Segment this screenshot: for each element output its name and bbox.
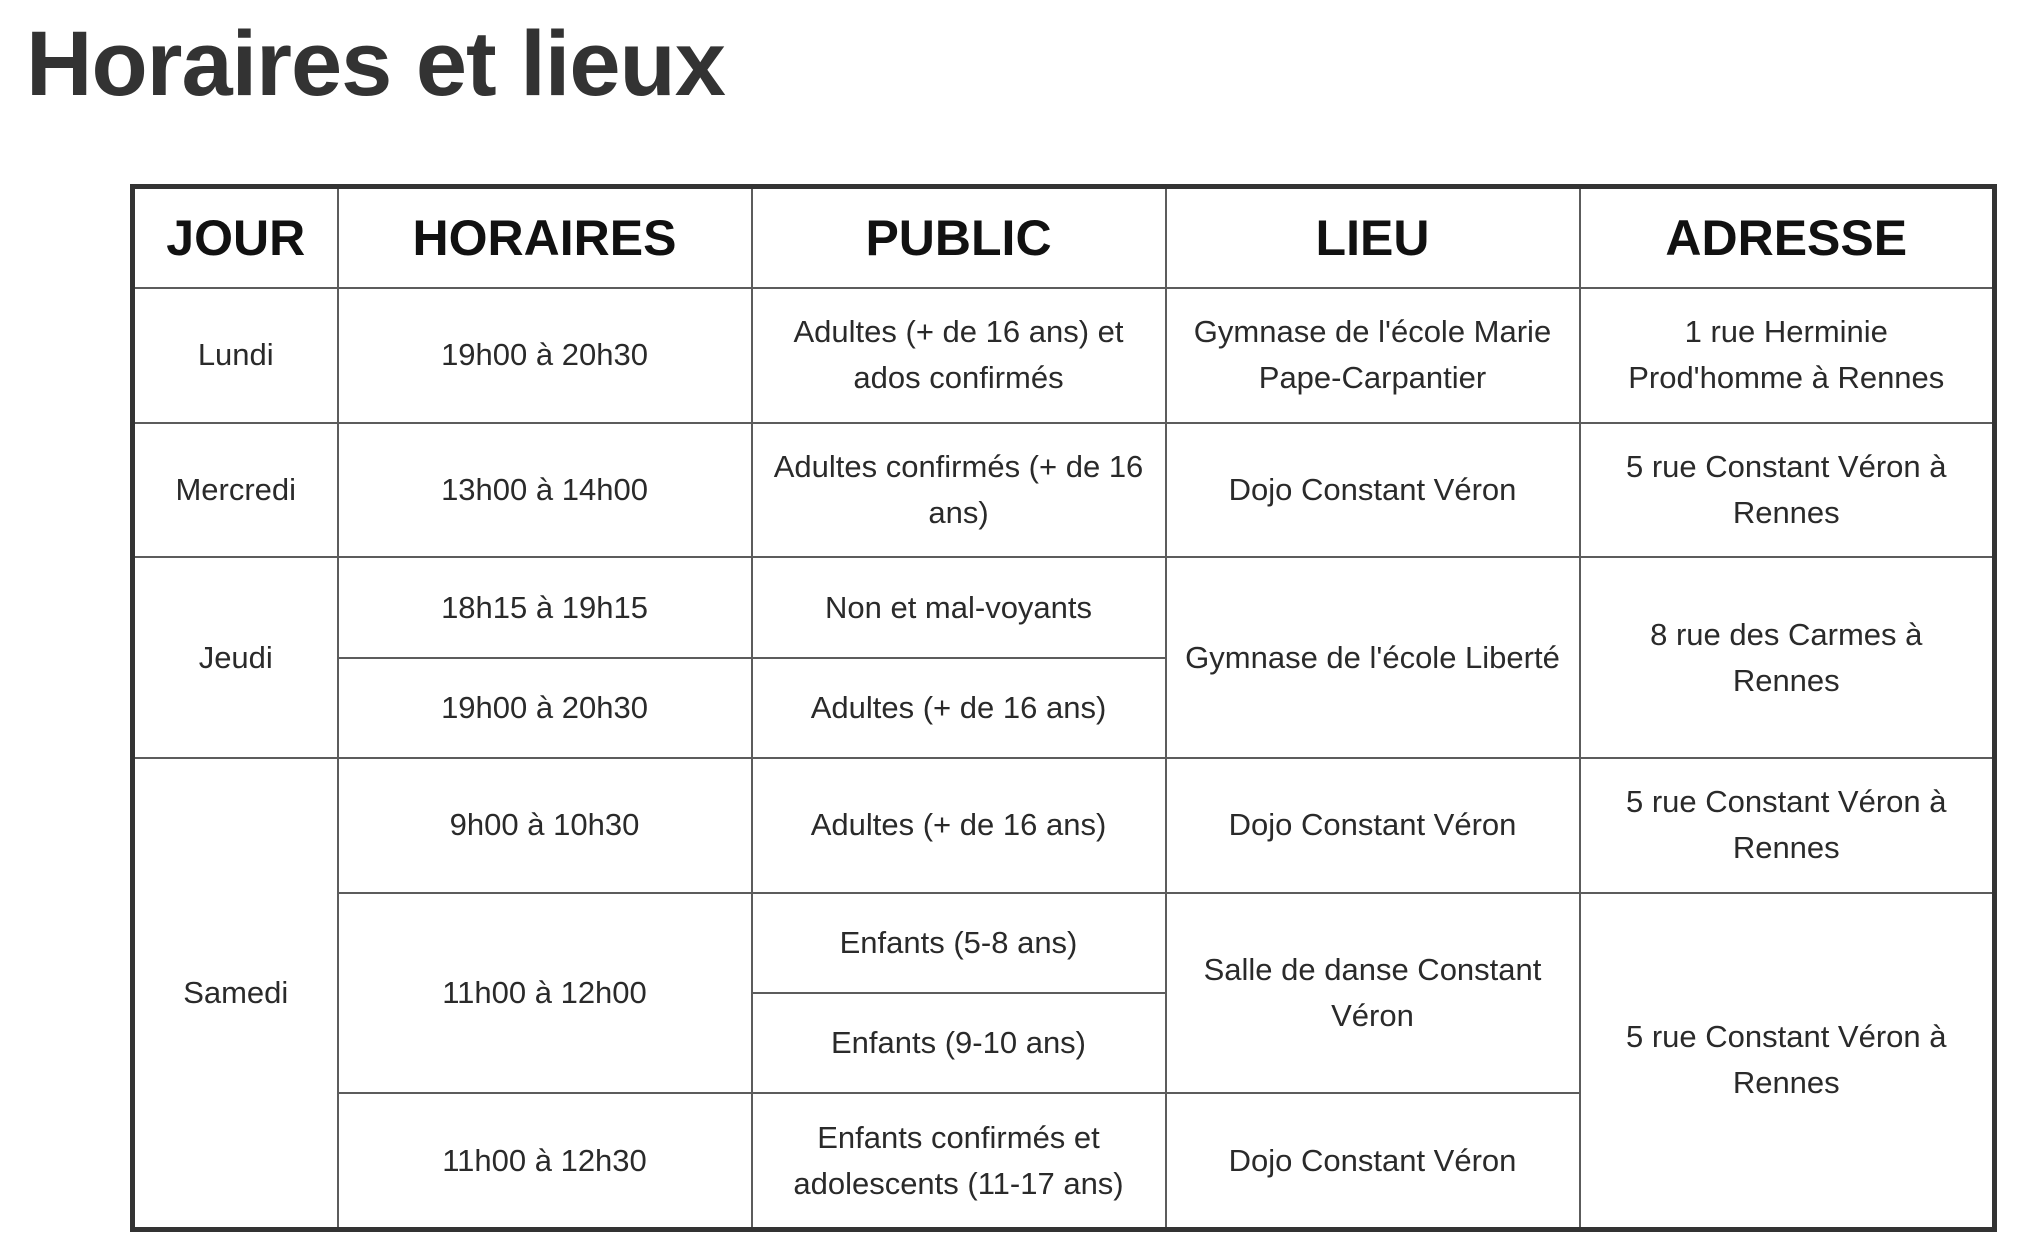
schedule-table — [130, 184, 1997, 1232]
cell-public: Enfants (5-8 ans) — [752, 893, 1166, 993]
cell-lieu: Dojo Constant Véron — [1166, 423, 1580, 558]
cell-adresse: 1 rue Herminie Prod'homme à Rennes — [1580, 288, 1995, 423]
column-header-lieu: LIEU — [1166, 187, 1580, 289]
column-header-jour: JOUR — [133, 187, 338, 289]
cell-jour: Jeudi — [133, 557, 338, 758]
page-title: Horaires et lieux — [26, 13, 725, 115]
column-header-public: PUBLIC — [752, 187, 1166, 289]
table-row — [133, 893, 1995, 993]
cell-public: Non et mal-voyants — [752, 557, 1166, 657]
table-row — [133, 758, 1995, 893]
cell-jour: Samedi — [133, 758, 338, 1230]
cell-horaires: 11h00 à 12h00 — [338, 893, 752, 1094]
cell-horaires: 19h00 à 20h30 — [338, 658, 752, 758]
column-header-horaires: HORAIRES — [338, 187, 752, 289]
table-row — [133, 288, 1995, 423]
column-header-adresse: ADRESSE — [1580, 187, 1995, 289]
cell-horaires: 18h15 à 19h15 — [338, 557, 752, 657]
cell-lieu: Dojo Constant Véron — [1166, 758, 1580, 893]
cell-jour: Lundi — [133, 288, 338, 423]
cell-lieu: Dojo Constant Véron — [1166, 1093, 1580, 1229]
cell-lieu: Salle de danse Constant Véron — [1166, 893, 1580, 1094]
cell-public: Enfants confirmés et adolescents (11-17 ans) — [752, 1093, 1166, 1229]
cell-horaires: 19h00 à 20h30 — [338, 288, 752, 423]
cell-adresse: 5 rue Constant Véron à Rennes — [1580, 423, 1995, 558]
cell-adresse: 8 rue des Carmes à Rennes — [1580, 557, 1995, 758]
cell-public: Adultes (+ de 16 ans) — [752, 658, 1166, 758]
cell-adresse: 5 rue Constant Véron à Rennes — [1580, 758, 1995, 893]
table-header-row — [133, 187, 1995, 289]
cell-horaires: 13h00 à 14h00 — [338, 423, 752, 558]
cell-horaires: 9h00 à 10h30 — [338, 758, 752, 893]
cell-public: Adultes confirmés (+ de 16 ans) — [752, 423, 1166, 558]
cell-public: Enfants (9-10 ans) — [752, 993, 1166, 1093]
table-row — [133, 423, 1995, 558]
cell-lieu: Gymnase de l'école Liberté — [1166, 557, 1580, 758]
cell-public: Adultes (+ de 16 ans) et ados confirmés — [752, 288, 1166, 423]
cell-adresse: 5 rue Constant Véron à Rennes — [1580, 893, 1995, 1230]
table-row — [133, 557, 1995, 657]
cell-lieu: Gymnase de l'école Marie Pape-Carpantier — [1166, 288, 1580, 423]
cell-horaires: 11h00 à 12h30 — [338, 1093, 752, 1229]
cell-jour: Mercredi — [133, 423, 338, 558]
cell-public: Adultes (+ de 16 ans) — [752, 758, 1166, 893]
